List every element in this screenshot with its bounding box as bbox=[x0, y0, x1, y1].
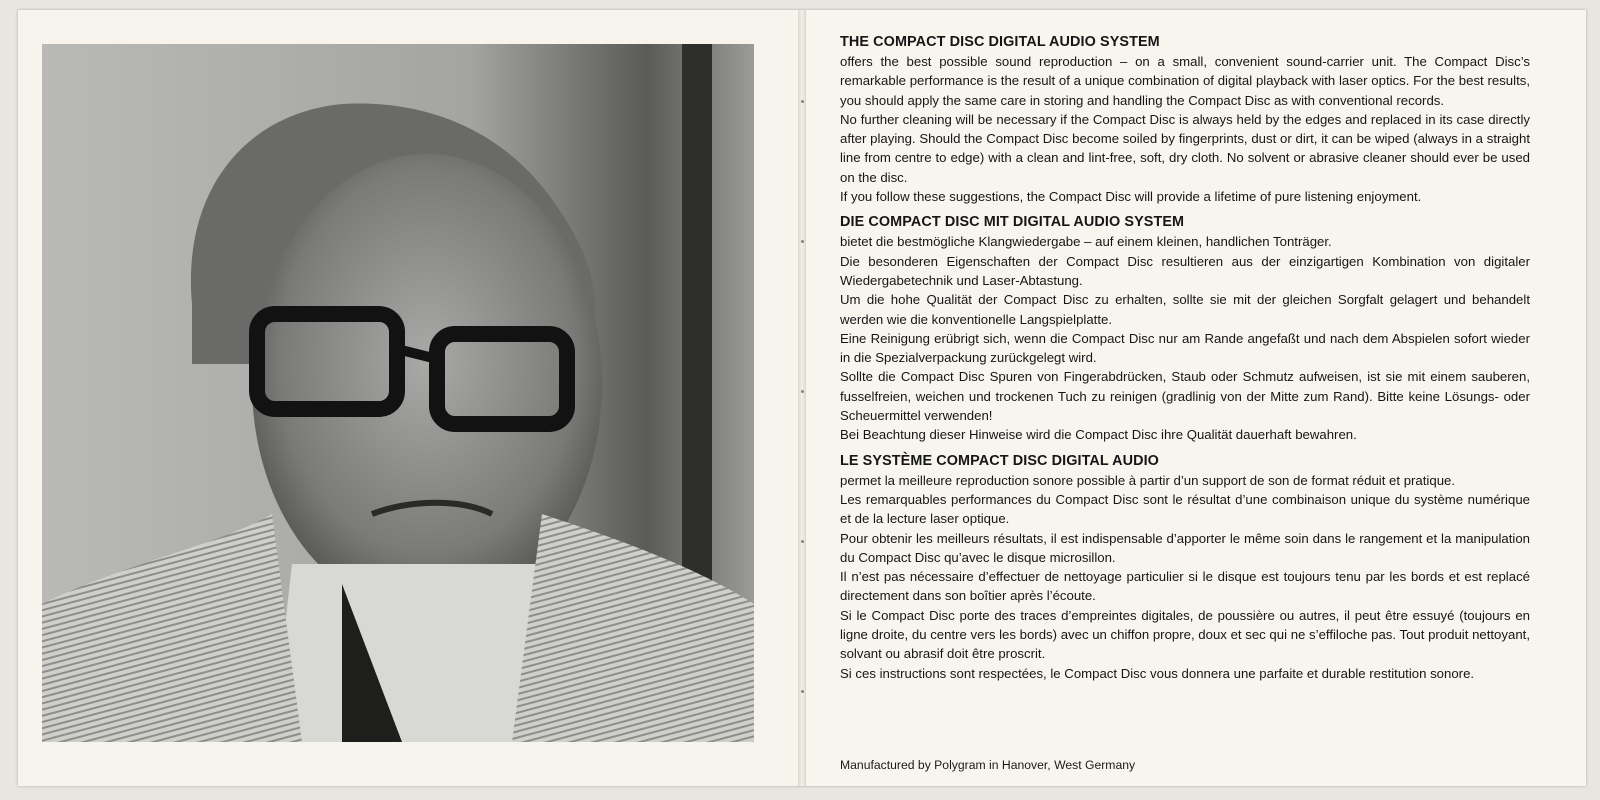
paragraph: Si ces instructions sont respectées, le Compact Disc vous donnera une parfaite et durable restitution sonore. bbox=[840, 665, 1475, 681]
section-french bbox=[840, 451, 1530, 683]
right-page bbox=[806, 10, 1586, 786]
portrait-photo bbox=[42, 44, 754, 742]
manufacturer-footer: Manufactured by Polygram in Hanover, West Germany bbox=[840, 758, 1136, 772]
paragraph: Les remarquables performances du Compact Disc sont le résultat d’une combinaison unique du système numérique et de la lecture laser optique. bbox=[840, 491, 1530, 527]
text-column bbox=[840, 32, 1530, 689]
section-german bbox=[840, 212, 1530, 444]
paragraph: Um die hohe Qualität der Compact Disc zu erhalten, sollte sie mit der gleichen Sorgfalt gelagert und behandelt werden wie die konventionelle Langspielplatte. bbox=[840, 292, 1530, 327]
left-page bbox=[18, 10, 800, 786]
paragraph: Bei Beachtung dieser Hinweise wird die Compact Disc ihre Qualität dauerhaft bewahren. bbox=[840, 427, 1357, 443]
cd-booklet bbox=[18, 10, 1586, 786]
portrait-illustration bbox=[42, 44, 754, 742]
staple-dot bbox=[801, 240, 804, 243]
gutter-fold bbox=[798, 10, 806, 786]
paragraph: offers the best possible sound reproduction – on a small, convenient sound-carrier unit. The Compact Disc’s remarkable performance is the result of a unique combination of digital playback with laser optics. For the best results, you should apply the same care in storing and handling the Compact Disc as with conventional records. bbox=[840, 54, 1530, 108]
section-heading: THE COMPACT DISC DIGITAL AUDIO SYSTEM bbox=[840, 34, 1160, 50]
paragraph: Sollte die Compact Disc Spuren von Fingerabdrücken, Staub oder Schmutz aufweisen, ist sie mit einem sauberen, fusselfreien, weichen und trockenen Tuch zu reinigen (gradlinig von der Mitte zum Rand). Bitte keine Lösungs- oder Scheuermittel verwenden! bbox=[840, 369, 1530, 424]
paragraph: No further cleaning will be necessary if the Compact Disc is always held by the edges and replaced in its case directly after playing. Should the Compact Disc become soiled by fingerprints, dust or dirt, it can be wiped (always in a straight line from centre to edge) with a clean and lint-free, soft, dry cloth. No solvent or abrasive cleaner should ever be used on the disc. bbox=[840, 111, 1530, 185]
paragraph: bietet die bestmögliche Klangwiedergabe – auf einem kleinen, handlichen Tonträger. bbox=[840, 234, 1332, 250]
paragraph: If you follow these suggestions, the Compact Disc will provide a lifetime of pure listening enjoyment. bbox=[840, 189, 1422, 205]
paragraph: Pour obtenir les meilleurs résultats, il est indispensable d’apporter le même soin dans le rangement et la manipulation du Compact Disc qu’avec le disque microsillon. bbox=[840, 530, 1530, 565]
paragraph: Die besonderen Eigenschaften der Compact Disc resultieren aus der einzigartigen Kombination von digitaler Wiedergabetechnik und Laser-Abtastung. bbox=[840, 253, 1530, 288]
paragraph: permet la meilleure reproduction sonore possible à partir d’un support de son de format réduit et pratique. bbox=[840, 472, 1456, 488]
section-heading: LE SYSTÈME COMPACT DISC DIGITAL AUDIO bbox=[840, 452, 1159, 469]
section-english bbox=[840, 32, 1530, 206]
staple-dot bbox=[801, 100, 804, 103]
paragraph: Eine Reinigung erübrigt sich, wenn die Compact Disc nur am Rande angefaßt und nach dem Abspielen sofort wieder in die Spezialverpackung zurückgelegt wird. bbox=[840, 330, 1530, 366]
staple-dot bbox=[801, 390, 804, 393]
section-heading: DIE COMPACT DISC MIT DIGITAL AUDIO SYSTEM bbox=[840, 214, 1185, 231]
staple-dot bbox=[801, 690, 804, 693]
paragraph: Il n’est pas nécessaire d’effectuer de nettoyage particulier si le disque est toujours tenu par les bords et est replacé directement dans son boîtier après l’écoute. bbox=[840, 569, 1530, 604]
staple-dot bbox=[801, 540, 804, 543]
paragraph: Si le Compact Disc porte des traces d’empreintes digitales, de poussière ou autres, il peut être essuyé (toujours en ligne droite, du centre vers les bords) avec un chiffon propre, doux et sec qui ne s’effiloche pas. Tout produit nettoyant, solvant ou abrasif doit être proscrit. bbox=[840, 607, 1530, 662]
